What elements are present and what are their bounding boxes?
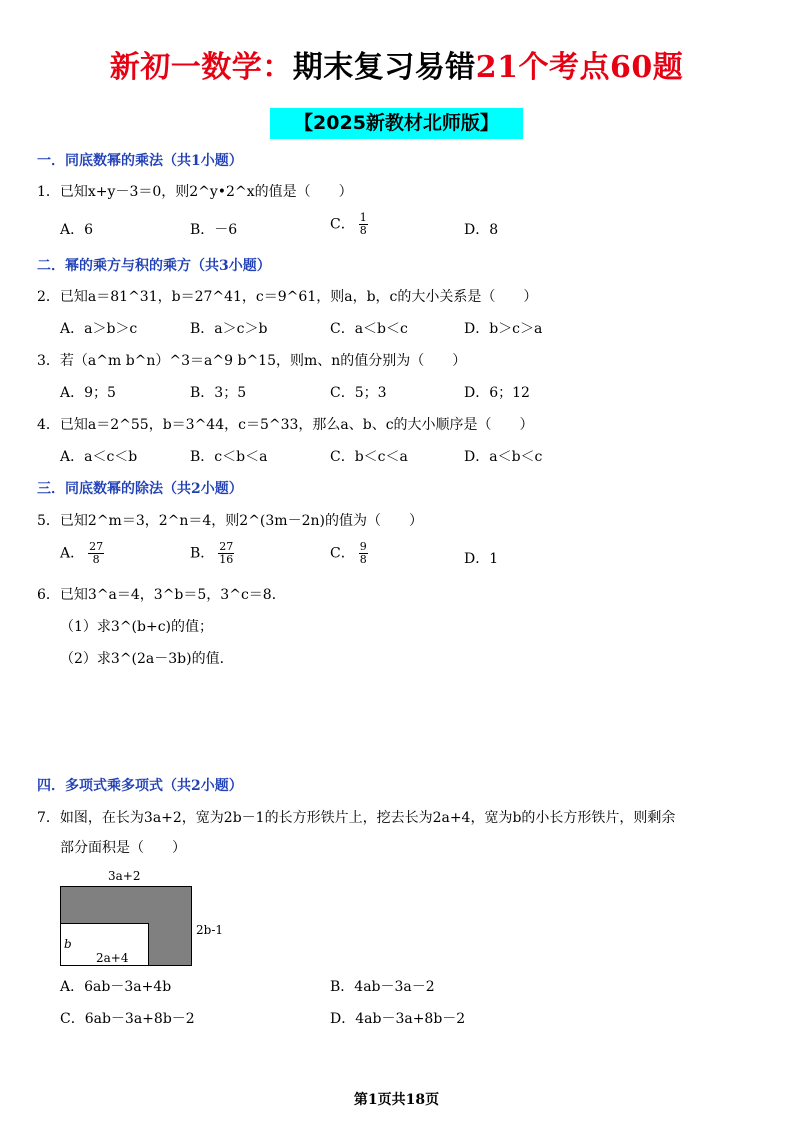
q5-option-b-fraction	[218, 541, 234, 566]
figure-inner-label: 2a+4	[96, 951, 129, 965]
section-heading-3: 三．同底数幂的除法（共2小题）	[37, 481, 243, 497]
edition-badge: 【2025新教材北师版】	[270, 108, 523, 139]
figure-right-label: 2b-1	[196, 923, 224, 937]
title-part-1: 新初一数学：	[109, 50, 293, 85]
q5-option-a	[60, 541, 104, 566]
section-heading-2: 二．幂的乘方与积的乘方（共3小题）	[37, 258, 271, 274]
q2-option-d: D．b＞c＞a	[464, 321, 543, 337]
q3-option-a: A．9；5	[60, 385, 116, 401]
question-7-line-2: 部分面积是（ ）	[60, 840, 186, 856]
q1-option-c	[330, 212, 368, 237]
section-heading-1: 一．同底数幂的乘法（共1小题）	[37, 153, 243, 169]
page-title	[0, 44, 793, 92]
fraction-denominator: 8	[359, 224, 367, 237]
q5-option-b-label: B．	[190, 545, 215, 562]
question-1-text: 1．已知x+y－3＝0，则2^y•2^x的值是（ ）	[37, 184, 353, 200]
q2-option-a: A．a＞b＞c	[60, 321, 138, 337]
q4-option-a: A．a＜c＜b	[60, 449, 138, 465]
q7-option-c: C．6ab－3a+8b－2	[60, 1011, 195, 1027]
q5-option-a-fraction	[88, 541, 104, 566]
fraction-numerator: 27	[89, 540, 104, 553]
q4-option-c: C．b＜c＜a	[330, 449, 408, 465]
fraction-numerator: 1	[359, 211, 367, 224]
q4-option-d: D．a＜b＜c	[464, 449, 543, 465]
q1-option-d: D．8	[464, 222, 499, 238]
question-1	[37, 182, 353, 202]
section-heading-4: 四．多项式乘多项式（共2小题）	[37, 778, 243, 794]
q4-option-b: B．c＜b＜a	[190, 449, 268, 465]
q1-option-c-label: C．	[330, 216, 355, 233]
title-part-3: 21个考点60题	[475, 50, 684, 85]
q5-option-d: D．1	[464, 551, 499, 567]
fraction-denominator: 8	[359, 553, 367, 566]
question-7-line-1: 7．如图，在长为3a+2，宽为2b－1的长方形铁片上，挖去长为2a+4，宽为b的小长方形铁片，则剩余	[37, 810, 676, 826]
question-5: 5．已知2^m＝3，2^n＝4，则2^(3m－2n)的值为（ ）	[37, 513, 423, 529]
q5-option-c-fraction	[359, 541, 368, 566]
q2-option-b: B．a＞c＞b	[190, 321, 268, 337]
q7-option-d: D．4ab－3a+8b－2	[330, 1011, 466, 1027]
fraction-numerator: 27	[219, 540, 234, 553]
q3-option-d: D．6；12	[464, 385, 530, 401]
question-4: 4．已知a＝2^55，b＝3^44，c＝5^33，那么a、b、c的大小顺序是（ ）	[37, 417, 534, 433]
q1-option-c-fraction	[359, 212, 368, 237]
q7-option-a: A．6ab－3a+4b	[60, 979, 172, 995]
q6-subquestion-2: （2）求3^(2a－3b)的值．	[60, 651, 234, 667]
q5-option-a-label: A．	[60, 545, 85, 562]
q5-option-c	[330, 541, 368, 566]
q5-option-c-label: C．	[330, 545, 355, 562]
fraction-denominator: 16	[219, 553, 234, 566]
q5-option-b	[190, 541, 234, 566]
question-3: 3．若（a^m b^n）^3＝a^9 b^15，则m、n的值分别为（ ）	[37, 353, 467, 369]
q2-option-c: C．a＜b＜c	[330, 321, 408, 337]
figure-top-label: 3a+2	[108, 869, 141, 883]
q3-option-c: C．5；3	[330, 385, 387, 401]
q7-option-b: B．4ab－3a－2	[330, 979, 435, 995]
q1-option-b: B．－6	[190, 222, 238, 238]
figure-left-label: b	[64, 937, 72, 951]
title-part-2: 期末复习易错	[292, 50, 476, 85]
question-6: 6．已知3^a＝4，3^b＝5，3^c＝8．	[37, 587, 286, 603]
q1-option-a: A．6	[60, 222, 94, 238]
fraction-denominator: 8	[92, 553, 100, 566]
question-2: 2．已知a＝81^31，b＝27^41，c＝9^61，则a，b，c的大小关系是（ ）	[37, 289, 538, 305]
q6-subquestion-1: （1）求3^(b+c)的值；	[60, 619, 214, 635]
q3-option-b: B．3；5	[190, 385, 247, 401]
fraction-numerator: 9	[359, 540, 367, 553]
page-footer: 第1页共18页	[353, 1092, 440, 1108]
